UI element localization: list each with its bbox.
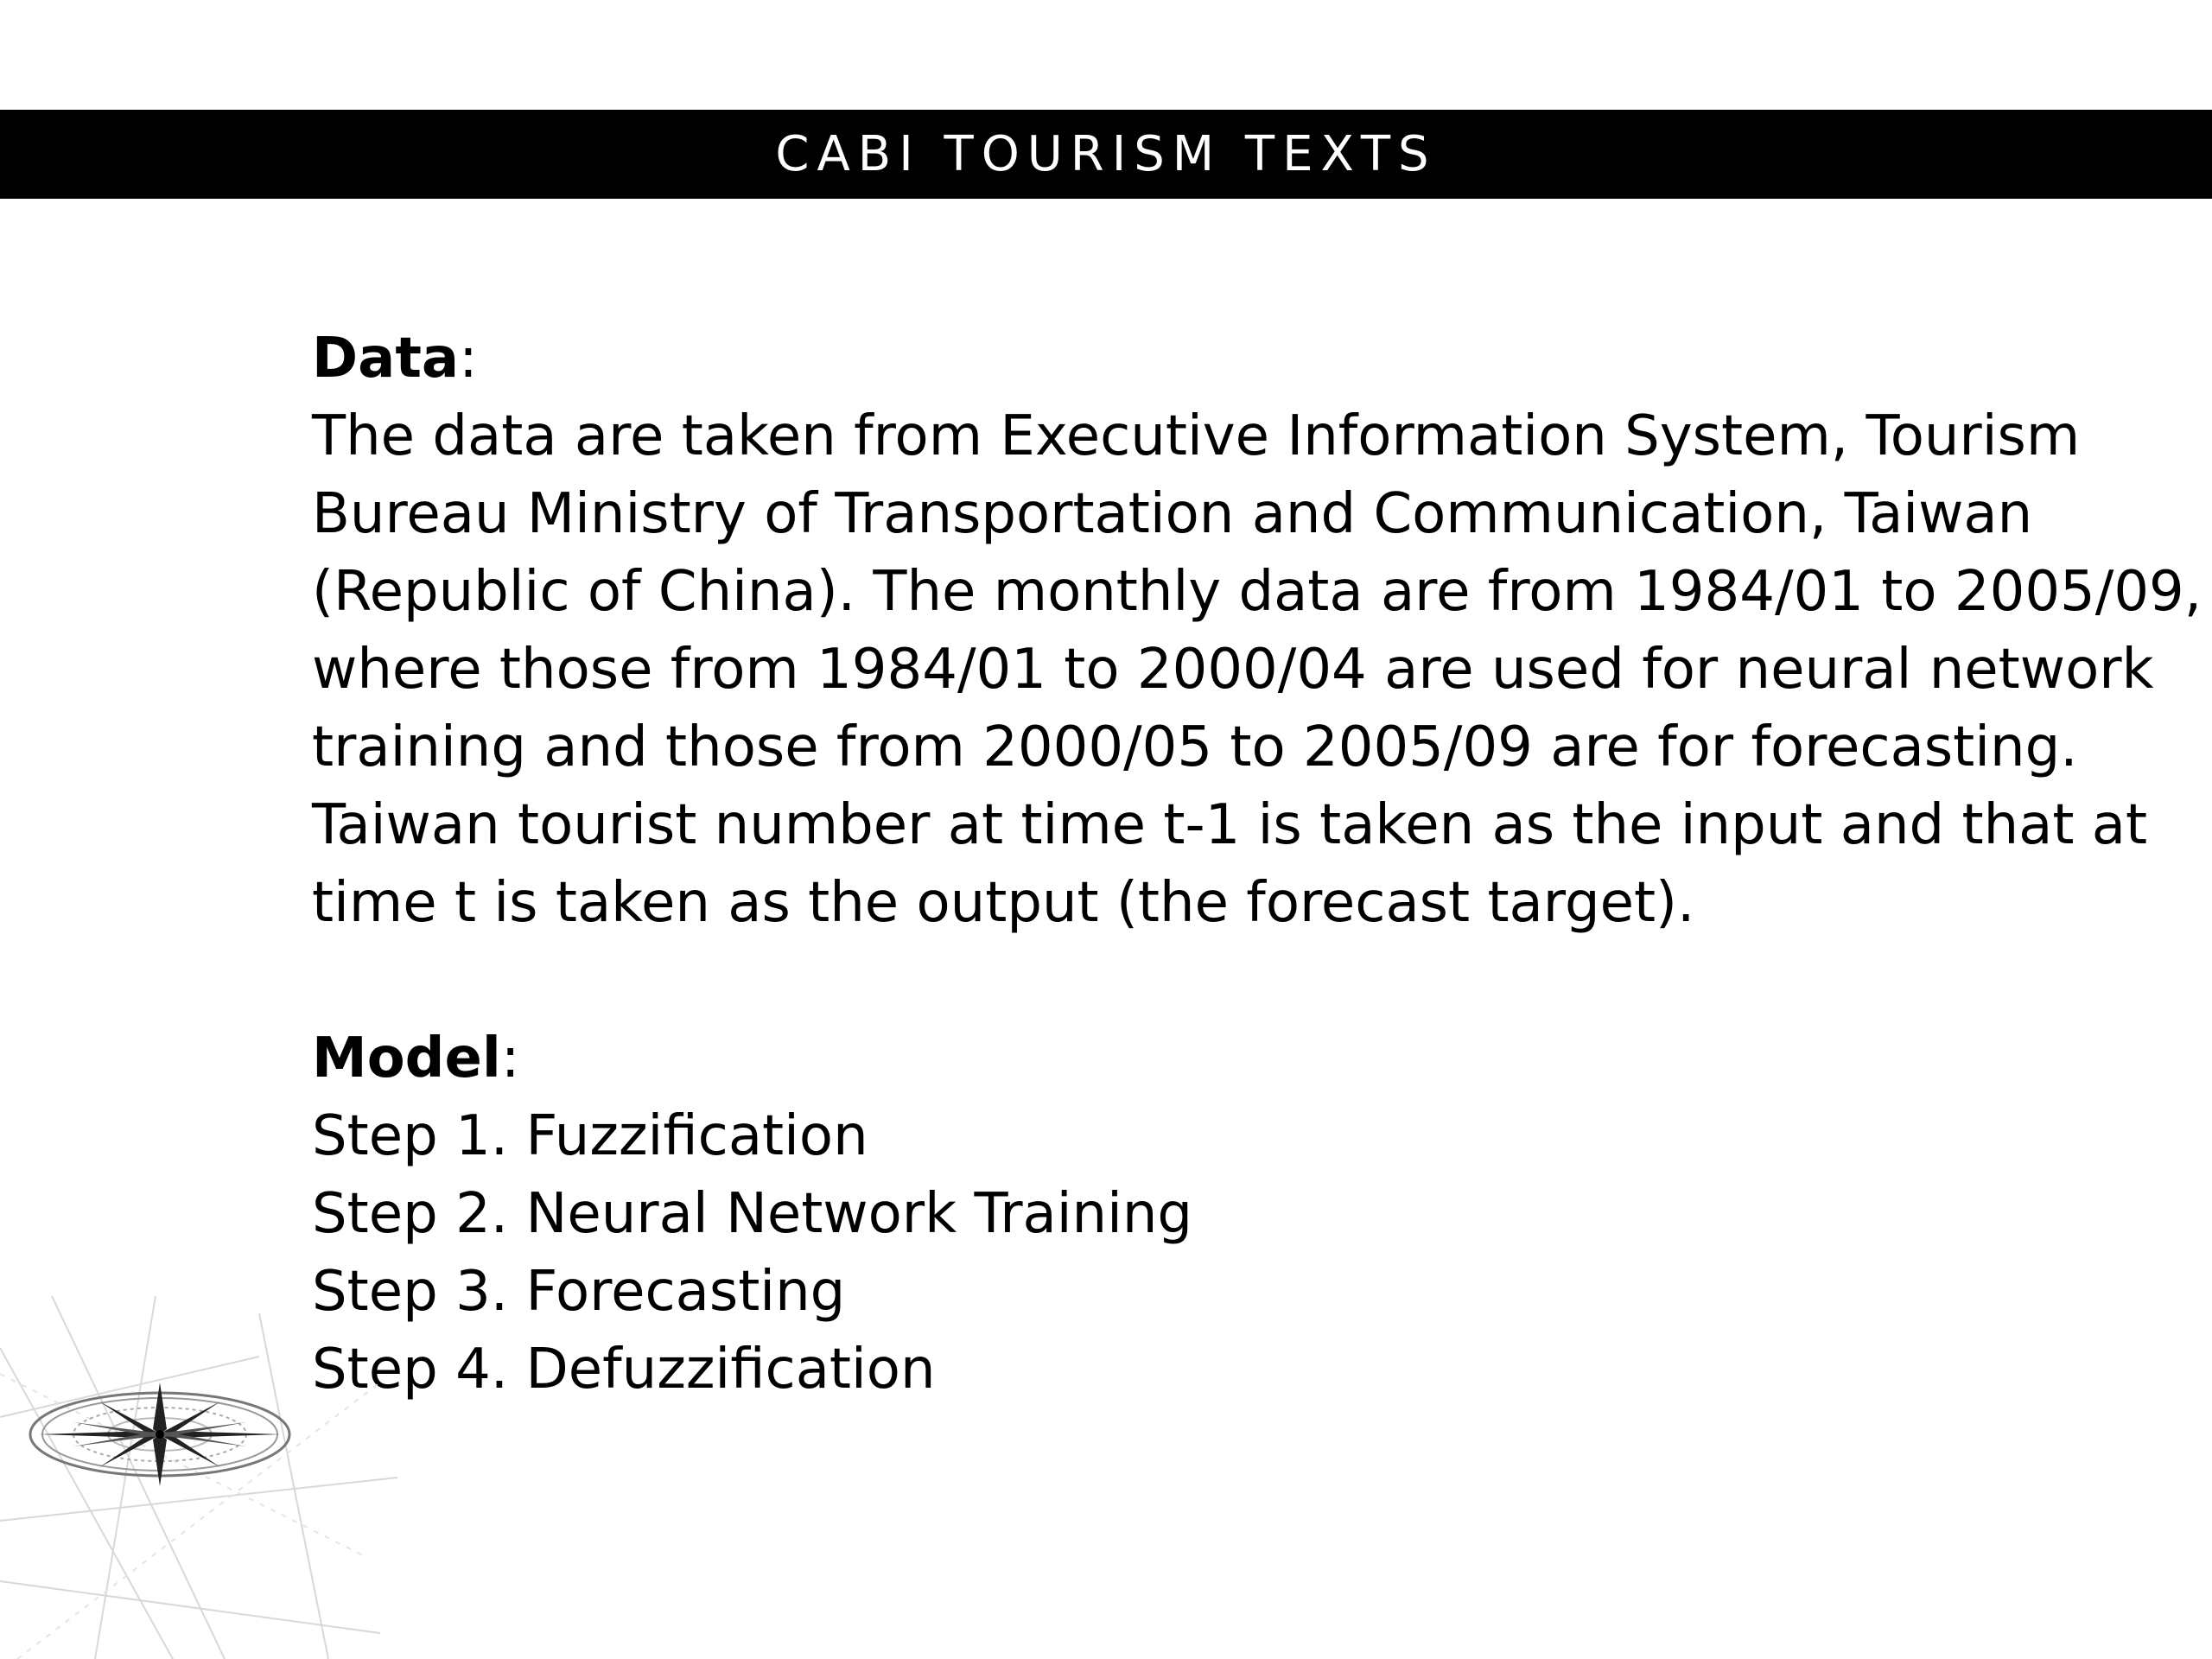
slide-content xyxy=(312,320,2202,1408)
data-line: Bureau Ministry of Transportation and Communication, Taiwan xyxy=(312,482,2033,546)
data-line: time t is taken as the output (the forecast target). xyxy=(312,871,1695,935)
data-heading xyxy=(312,320,2126,397)
section-spacer xyxy=(312,942,2126,1020)
page-title: CABI TOURISM TEXTS xyxy=(775,126,1437,182)
data-line: Taiwan tourist number at time t-1 is taken as the input and that at xyxy=(312,793,2148,857)
data-line: (Republic of China). The monthly data are from 1984/01 to 2005/09, xyxy=(312,560,2202,624)
model-steps-list xyxy=(312,1097,2126,1408)
model-heading-label: Model xyxy=(312,1027,501,1090)
data-line: where those from 1984/01 to 2000/04 are used for neural network xyxy=(312,638,2154,702)
compass-rose-icon xyxy=(0,1296,397,1659)
data-heading-label: Data xyxy=(312,327,460,391)
header-bar xyxy=(0,110,2212,199)
data-paragraph xyxy=(312,397,2202,942)
model-step: Step 2. Neural Network Training xyxy=(312,1182,1193,1246)
model-step: Step 1. Fuzzification xyxy=(312,1104,868,1168)
model-heading-colon: : xyxy=(500,1027,520,1090)
model-heading xyxy=(312,1020,2126,1097)
data-heading-colon: : xyxy=(459,327,478,391)
data-line: training and those from 2000/05 to 2005/09 are for forecasting. xyxy=(312,715,2078,779)
data-line: The data are taken from Executive Information System, Tourism xyxy=(312,404,2081,468)
model-step: Step 3. Forecasting xyxy=(312,1260,846,1324)
model-step: Step 4. Defuzzification xyxy=(312,1338,936,1402)
